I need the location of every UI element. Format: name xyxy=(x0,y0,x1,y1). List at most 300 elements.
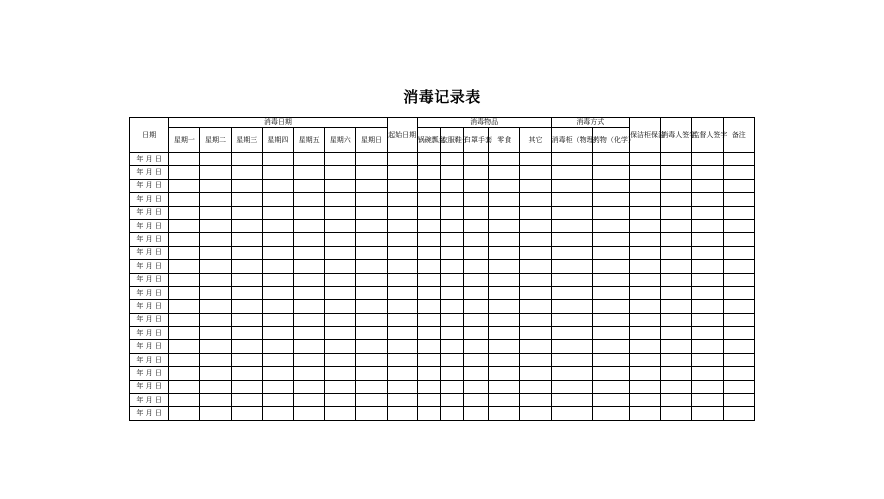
row-date-cell[interactable]: 年 月 日 xyxy=(130,233,169,246)
table-cell[interactable] xyxy=(723,166,754,179)
table-cell[interactable] xyxy=(489,206,520,219)
table-cell[interactable] xyxy=(464,166,489,179)
table-cell[interactable] xyxy=(440,193,463,206)
table-cell[interactable] xyxy=(356,407,387,420)
table-cell[interactable] xyxy=(551,166,592,179)
table-cell[interactable] xyxy=(231,380,262,393)
table-cell[interactable] xyxy=(551,153,592,166)
table-cell[interactable] xyxy=(293,313,324,326)
table-cell[interactable] xyxy=(630,193,661,206)
table-cell[interactable] xyxy=(417,246,440,259)
table-cell[interactable] xyxy=(169,179,200,192)
table-cell[interactable] xyxy=(325,313,356,326)
table-cell[interactable] xyxy=(231,166,262,179)
table-cell[interactable] xyxy=(630,286,661,299)
table-cell[interactable] xyxy=(387,233,417,246)
table-cell[interactable] xyxy=(464,327,489,340)
table-cell[interactable] xyxy=(692,340,723,353)
row-date-cell[interactable]: 年 月 日 xyxy=(130,260,169,273)
table-cell[interactable] xyxy=(692,407,723,420)
table-cell[interactable] xyxy=(417,394,440,407)
table-cell[interactable] xyxy=(417,153,440,166)
table-cell[interactable] xyxy=(692,367,723,380)
table-cell[interactable] xyxy=(592,260,629,273)
table-cell[interactable] xyxy=(325,286,356,299)
table-cell[interactable] xyxy=(356,153,387,166)
table-cell[interactable] xyxy=(661,179,692,192)
table-cell[interactable] xyxy=(630,166,661,179)
table-cell[interactable] xyxy=(200,219,231,232)
table-cell[interactable] xyxy=(417,380,440,393)
row-date-cell[interactable]: 年 月 日 xyxy=(130,286,169,299)
table-cell[interactable] xyxy=(592,367,629,380)
table-cell[interactable] xyxy=(356,286,387,299)
table-cell[interactable] xyxy=(723,153,754,166)
table-cell[interactable] xyxy=(325,380,356,393)
table-cell[interactable] xyxy=(169,353,200,366)
table-cell[interactable] xyxy=(723,193,754,206)
table-cell[interactable] xyxy=(520,246,551,259)
table-cell[interactable] xyxy=(464,246,489,259)
table-cell[interactable] xyxy=(692,219,723,232)
table-cell[interactable] xyxy=(387,380,417,393)
table-cell[interactable] xyxy=(630,407,661,420)
table-cell[interactable] xyxy=(200,206,231,219)
table-cell[interactable] xyxy=(325,206,356,219)
table-cell[interactable] xyxy=(592,353,629,366)
table-cell[interactable] xyxy=(200,273,231,286)
table-cell[interactable] xyxy=(262,153,293,166)
table-cell[interactable] xyxy=(200,353,231,366)
table-cell[interactable] xyxy=(169,193,200,206)
table-cell[interactable] xyxy=(387,153,417,166)
table-cell[interactable] xyxy=(630,260,661,273)
row-date-cell[interactable]: 年 月 日 xyxy=(130,300,169,313)
table-cell[interactable] xyxy=(692,394,723,407)
table-cell[interactable] xyxy=(169,219,200,232)
table-cell[interactable] xyxy=(417,206,440,219)
table-cell[interactable] xyxy=(464,233,489,246)
row-date-cell[interactable]: 年 月 日 xyxy=(130,340,169,353)
table-cell[interactable] xyxy=(387,179,417,192)
table-cell[interactable] xyxy=(630,300,661,313)
table-cell[interactable] xyxy=(661,233,692,246)
table-cell[interactable] xyxy=(551,193,592,206)
table-cell[interactable] xyxy=(262,260,293,273)
table-cell[interactable] xyxy=(592,219,629,232)
table-cell[interactable] xyxy=(293,380,324,393)
table-cell[interactable] xyxy=(692,286,723,299)
table-cell[interactable] xyxy=(630,353,661,366)
table-cell[interactable] xyxy=(661,353,692,366)
table-cell[interactable] xyxy=(520,193,551,206)
table-cell[interactable] xyxy=(464,380,489,393)
table-cell[interactable] xyxy=(692,353,723,366)
table-cell[interactable] xyxy=(169,327,200,340)
table-cell[interactable] xyxy=(661,286,692,299)
table-cell[interactable] xyxy=(200,179,231,192)
table-cell[interactable] xyxy=(692,206,723,219)
table-cell[interactable] xyxy=(723,206,754,219)
table-cell[interactable] xyxy=(630,206,661,219)
table-cell[interactable] xyxy=(723,246,754,259)
table-cell[interactable] xyxy=(293,286,324,299)
table-cell[interactable] xyxy=(692,380,723,393)
table-cell[interactable] xyxy=(293,246,324,259)
table-cell[interactable] xyxy=(293,367,324,380)
table-cell[interactable] xyxy=(440,260,463,273)
table-cell[interactable] xyxy=(661,327,692,340)
table-cell[interactable] xyxy=(661,394,692,407)
table-cell[interactable] xyxy=(356,300,387,313)
table-cell[interactable] xyxy=(661,206,692,219)
table-cell[interactable] xyxy=(231,233,262,246)
table-cell[interactable] xyxy=(489,353,520,366)
table-cell[interactable] xyxy=(630,367,661,380)
table-cell[interactable] xyxy=(293,179,324,192)
table-cell[interactable] xyxy=(723,233,754,246)
table-cell[interactable] xyxy=(661,153,692,166)
table-cell[interactable] xyxy=(356,179,387,192)
table-cell[interactable] xyxy=(630,179,661,192)
table-cell[interactable] xyxy=(723,367,754,380)
row-date-cell[interactable]: 年 月 日 xyxy=(130,313,169,326)
table-cell[interactable] xyxy=(262,394,293,407)
table-cell[interactable] xyxy=(169,380,200,393)
table-cell[interactable] xyxy=(325,300,356,313)
table-cell[interactable] xyxy=(464,340,489,353)
table-cell[interactable] xyxy=(356,206,387,219)
table-cell[interactable] xyxy=(489,367,520,380)
table-cell[interactable] xyxy=(356,394,387,407)
table-cell[interactable] xyxy=(169,407,200,420)
table-cell[interactable] xyxy=(387,246,417,259)
table-cell[interactable] xyxy=(169,153,200,166)
table-cell[interactable] xyxy=(387,193,417,206)
table-cell[interactable] xyxy=(387,327,417,340)
table-cell[interactable] xyxy=(231,153,262,166)
table-cell[interactable] xyxy=(440,206,463,219)
table-cell[interactable] xyxy=(417,300,440,313)
table-cell[interactable] xyxy=(520,179,551,192)
table-cell[interactable] xyxy=(520,340,551,353)
table-cell[interactable] xyxy=(293,166,324,179)
table-cell[interactable] xyxy=(231,353,262,366)
table-cell[interactable] xyxy=(231,179,262,192)
table-cell[interactable] xyxy=(551,219,592,232)
table-cell[interactable] xyxy=(200,367,231,380)
table-cell[interactable] xyxy=(417,273,440,286)
table-cell[interactable] xyxy=(692,313,723,326)
table-cell[interactable] xyxy=(325,367,356,380)
table-cell[interactable] xyxy=(200,153,231,166)
row-date-cell[interactable]: 年 月 日 xyxy=(130,327,169,340)
table-cell[interactable] xyxy=(464,313,489,326)
table-cell[interactable] xyxy=(440,219,463,232)
table-cell[interactable] xyxy=(169,313,200,326)
table-cell[interactable] xyxy=(200,313,231,326)
table-cell[interactable] xyxy=(489,380,520,393)
table-cell[interactable] xyxy=(440,380,463,393)
table-cell[interactable] xyxy=(293,260,324,273)
table-cell[interactable] xyxy=(692,193,723,206)
table-cell[interactable] xyxy=(200,380,231,393)
table-cell[interactable] xyxy=(293,273,324,286)
table-cell[interactable] xyxy=(592,313,629,326)
table-cell[interactable] xyxy=(592,380,629,393)
table-cell[interactable] xyxy=(464,286,489,299)
table-cell[interactable] xyxy=(551,327,592,340)
table-cell[interactable] xyxy=(262,353,293,366)
table-cell[interactable] xyxy=(520,407,551,420)
table-cell[interactable] xyxy=(520,394,551,407)
table-cell[interactable] xyxy=(231,206,262,219)
table-cell[interactable] xyxy=(723,179,754,192)
table-cell[interactable] xyxy=(489,233,520,246)
table-cell[interactable] xyxy=(551,394,592,407)
row-date-cell[interactable]: 年 月 日 xyxy=(130,273,169,286)
table-cell[interactable] xyxy=(262,286,293,299)
table-cell[interactable] xyxy=(440,273,463,286)
table-cell[interactable] xyxy=(325,353,356,366)
table-cell[interactable] xyxy=(200,286,231,299)
table-cell[interactable] xyxy=(200,300,231,313)
table-cell[interactable] xyxy=(200,246,231,259)
table-cell[interactable] xyxy=(692,300,723,313)
table-cell[interactable] xyxy=(489,219,520,232)
table-cell[interactable] xyxy=(440,286,463,299)
table-cell[interactable] xyxy=(551,367,592,380)
table-cell[interactable] xyxy=(551,233,592,246)
table-cell[interactable] xyxy=(489,260,520,273)
table-cell[interactable] xyxy=(592,273,629,286)
table-cell[interactable] xyxy=(356,327,387,340)
table-cell[interactable] xyxy=(630,380,661,393)
table-cell[interactable] xyxy=(551,179,592,192)
table-cell[interactable] xyxy=(356,367,387,380)
table-cell[interactable] xyxy=(661,166,692,179)
table-cell[interactable] xyxy=(630,313,661,326)
table-cell[interactable] xyxy=(356,313,387,326)
row-date-cell[interactable]: 年 月 日 xyxy=(130,153,169,166)
table-cell[interactable] xyxy=(592,233,629,246)
table-cell[interactable] xyxy=(464,407,489,420)
table-cell[interactable] xyxy=(592,206,629,219)
table-cell[interactable] xyxy=(440,246,463,259)
table-cell[interactable] xyxy=(356,380,387,393)
table-cell[interactable] xyxy=(551,300,592,313)
row-date-cell[interactable]: 年 月 日 xyxy=(130,367,169,380)
table-cell[interactable] xyxy=(262,246,293,259)
table-cell[interactable] xyxy=(692,166,723,179)
table-cell[interactable] xyxy=(231,260,262,273)
table-cell[interactable] xyxy=(387,219,417,232)
table-cell[interactable] xyxy=(630,233,661,246)
table-cell[interactable] xyxy=(551,246,592,259)
table-cell[interactable] xyxy=(417,193,440,206)
table-cell[interactable] xyxy=(630,273,661,286)
table-cell[interactable] xyxy=(262,219,293,232)
table-cell[interactable] xyxy=(661,367,692,380)
table-cell[interactable] xyxy=(231,340,262,353)
table-cell[interactable] xyxy=(231,300,262,313)
table-cell[interactable] xyxy=(356,233,387,246)
table-cell[interactable] xyxy=(489,179,520,192)
table-cell[interactable] xyxy=(387,313,417,326)
table-cell[interactable] xyxy=(464,353,489,366)
table-cell[interactable] xyxy=(231,407,262,420)
table-cell[interactable] xyxy=(417,340,440,353)
table-cell[interactable] xyxy=(231,313,262,326)
table-cell[interactable] xyxy=(723,353,754,366)
table-cell[interactable] xyxy=(387,394,417,407)
table-cell[interactable] xyxy=(551,313,592,326)
table-cell[interactable] xyxy=(661,219,692,232)
table-cell[interactable] xyxy=(723,286,754,299)
table-cell[interactable] xyxy=(293,340,324,353)
table-cell[interactable] xyxy=(356,246,387,259)
table-cell[interactable] xyxy=(200,327,231,340)
table-cell[interactable] xyxy=(661,340,692,353)
table-cell[interactable] xyxy=(440,153,463,166)
table-cell[interactable] xyxy=(231,219,262,232)
table-cell[interactable] xyxy=(520,233,551,246)
table-cell[interactable] xyxy=(262,340,293,353)
table-cell[interactable] xyxy=(417,179,440,192)
table-cell[interactable] xyxy=(592,193,629,206)
table-cell[interactable] xyxy=(520,327,551,340)
table-cell[interactable] xyxy=(387,206,417,219)
table-cell[interactable] xyxy=(592,166,629,179)
table-cell[interactable] xyxy=(692,273,723,286)
table-cell[interactable] xyxy=(325,340,356,353)
table-cell[interactable] xyxy=(325,233,356,246)
table-cell[interactable] xyxy=(520,219,551,232)
table-cell[interactable] xyxy=(169,367,200,380)
table-cell[interactable] xyxy=(692,260,723,273)
table-cell[interactable] xyxy=(692,179,723,192)
table-cell[interactable] xyxy=(325,153,356,166)
table-cell[interactable] xyxy=(592,327,629,340)
table-cell[interactable] xyxy=(661,193,692,206)
table-cell[interactable] xyxy=(551,353,592,366)
table-cell[interactable] xyxy=(489,166,520,179)
table-cell[interactable] xyxy=(723,407,754,420)
table-cell[interactable] xyxy=(723,219,754,232)
table-cell[interactable] xyxy=(169,300,200,313)
table-cell[interactable] xyxy=(262,407,293,420)
table-cell[interactable] xyxy=(200,260,231,273)
table-cell[interactable] xyxy=(520,286,551,299)
table-cell[interactable] xyxy=(200,233,231,246)
row-date-cell[interactable]: 年 月 日 xyxy=(130,246,169,259)
table-cell[interactable] xyxy=(551,206,592,219)
table-cell[interactable] xyxy=(200,407,231,420)
table-cell[interactable] xyxy=(169,206,200,219)
table-cell[interactable] xyxy=(293,300,324,313)
table-cell[interactable] xyxy=(231,327,262,340)
table-cell[interactable] xyxy=(464,300,489,313)
table-cell[interactable] xyxy=(489,273,520,286)
table-cell[interactable] xyxy=(723,327,754,340)
row-date-cell[interactable]: 年 月 日 xyxy=(130,219,169,232)
table-cell[interactable] xyxy=(387,407,417,420)
table-cell[interactable] xyxy=(520,380,551,393)
table-cell[interactable] xyxy=(387,273,417,286)
table-cell[interactable] xyxy=(630,327,661,340)
table-cell[interactable] xyxy=(661,380,692,393)
table-cell[interactable] xyxy=(262,179,293,192)
table-cell[interactable] xyxy=(692,233,723,246)
table-cell[interactable] xyxy=(262,300,293,313)
table-cell[interactable] xyxy=(440,313,463,326)
table-cell[interactable] xyxy=(661,407,692,420)
table-cell[interactable] xyxy=(262,166,293,179)
table-cell[interactable] xyxy=(440,166,463,179)
table-cell[interactable] xyxy=(325,219,356,232)
table-cell[interactable] xyxy=(551,380,592,393)
table-cell[interactable] xyxy=(592,179,629,192)
table-cell[interactable] xyxy=(262,327,293,340)
table-cell[interactable] xyxy=(356,193,387,206)
table-cell[interactable] xyxy=(262,273,293,286)
table-cell[interactable] xyxy=(169,246,200,259)
table-cell[interactable] xyxy=(592,300,629,313)
table-cell[interactable] xyxy=(464,193,489,206)
table-cell[interactable] xyxy=(551,340,592,353)
table-cell[interactable] xyxy=(231,286,262,299)
table-cell[interactable] xyxy=(417,286,440,299)
table-cell[interactable] xyxy=(325,246,356,259)
table-cell[interactable] xyxy=(356,260,387,273)
table-cell[interactable] xyxy=(325,260,356,273)
table-cell[interactable] xyxy=(200,166,231,179)
table-cell[interactable] xyxy=(440,340,463,353)
table-cell[interactable] xyxy=(489,300,520,313)
table-cell[interactable] xyxy=(387,166,417,179)
table-cell[interactable] xyxy=(723,273,754,286)
row-date-cell[interactable]: 年 月 日 xyxy=(130,394,169,407)
table-cell[interactable] xyxy=(325,273,356,286)
table-cell[interactable] xyxy=(592,246,629,259)
table-cell[interactable] xyxy=(551,286,592,299)
table-cell[interactable] xyxy=(231,394,262,407)
table-cell[interactable] xyxy=(293,327,324,340)
table-cell[interactable] xyxy=(692,153,723,166)
table-cell[interactable] xyxy=(661,300,692,313)
table-cell[interactable] xyxy=(489,394,520,407)
row-date-cell[interactable]: 年 月 日 xyxy=(130,193,169,206)
row-date-cell[interactable]: 年 月 日 xyxy=(130,179,169,192)
table-cell[interactable] xyxy=(630,394,661,407)
table-cell[interactable] xyxy=(630,340,661,353)
table-cell[interactable] xyxy=(387,260,417,273)
table-cell[interactable] xyxy=(440,407,463,420)
table-cell[interactable] xyxy=(169,273,200,286)
table-cell[interactable] xyxy=(592,153,629,166)
table-cell[interactable] xyxy=(169,394,200,407)
table-cell[interactable] xyxy=(520,353,551,366)
table-cell[interactable] xyxy=(417,313,440,326)
table-cell[interactable] xyxy=(325,179,356,192)
table-cell[interactable] xyxy=(325,166,356,179)
table-cell[interactable] xyxy=(464,153,489,166)
table-cell[interactable] xyxy=(417,219,440,232)
table-cell[interactable] xyxy=(440,179,463,192)
table-cell[interactable] xyxy=(489,340,520,353)
table-cell[interactable] xyxy=(417,353,440,366)
table-cell[interactable] xyxy=(692,327,723,340)
